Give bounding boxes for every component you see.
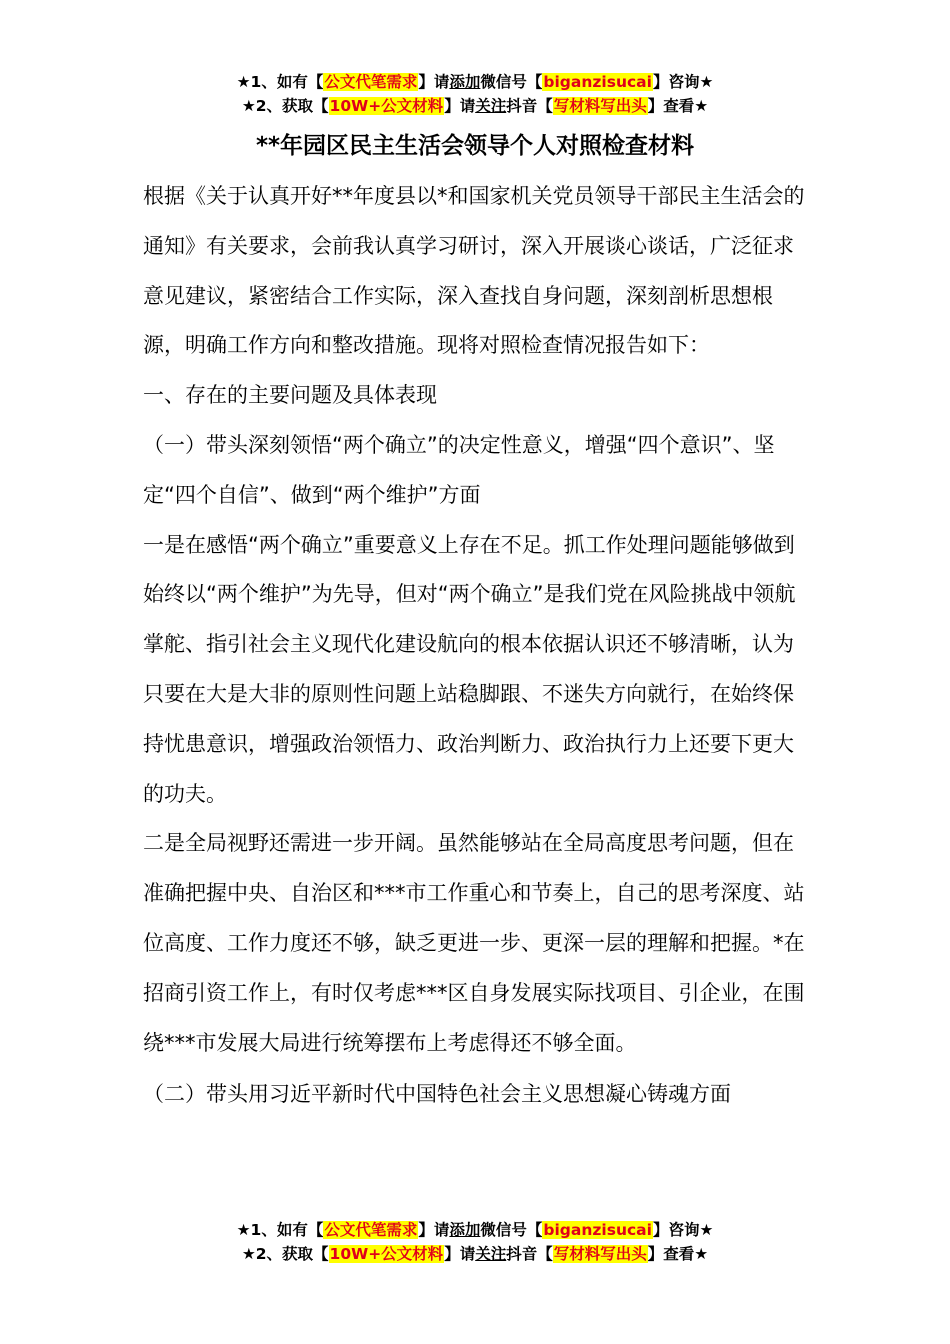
highlight-wechat-id: biganzisucai xyxy=(543,73,652,91)
highlight-douyin: 写材料写出头 xyxy=(553,1245,647,1263)
star-icon: ★ xyxy=(241,1245,256,1263)
subsection-heading-2: （二）带头用习近平新时代中国特色社会主义思想凝心铸魂方面 xyxy=(143,1082,731,1107)
promo-footer xyxy=(0,1218,950,1266)
highlight-service: 公文代笔需求 xyxy=(324,1221,418,1239)
star-icon: ★ xyxy=(236,73,251,91)
promo-line-1: ★1、如有【公文代笔需求】请添加微信号【biganzisucai】咨询★ xyxy=(236,73,714,91)
paragraph-intro: 根据《关于认真开好**年度县以*和国家机关党员领导干部民主生活会的通知》有关要求，会前我认真学习研讨，深入开展谈心谈话，广泛征求意见建议，紧密结合工作实际，深入查找自身问题，深刻剖析思想根源，明确工作方向和整改措施。现将对照检查情况报告如下： xyxy=(143,184,805,358)
highlight-materials: 10W+公文材料 xyxy=(329,97,444,115)
promo-line-2: ★2、获取【10W+公文材料】请关注抖音【写材料写出头】查看★ xyxy=(241,1245,709,1263)
highlight-service: 公文代笔需求 xyxy=(324,73,418,91)
document-body xyxy=(143,172,809,1119)
highlight-douyin: 写材料写出头 xyxy=(553,97,647,115)
subsection-heading-1: （一）带头深刻领悟“两个确立”的决定性意义，增强“四个意识”、坚定“四个自信”、做到“两个维护”方面 xyxy=(143,432,775,507)
star-icon: ★ xyxy=(241,97,256,115)
highlight-materials: 10W+公文材料 xyxy=(329,1245,444,1263)
star-icon: ★ xyxy=(236,1221,251,1239)
promo-line-2: ★2、获取【10W+公文材料】请关注抖音【写材料写出头】查看★ xyxy=(241,97,709,115)
promo-header xyxy=(0,70,950,118)
paragraph-issue-1: 一是在感悟“两个确立”重要意义上存在不足。抓工作处理问题能够做到始终以“两个维护”为先导，但对“两个确立”是我们党在风险挑战中领航掌舵、指引社会主义现代化建设航向的根本依据认识还不够清晰，认为只要在大是大非的原则性问题上站稳脚跟、不迷失方向就行，在始终保持忧患意识，增强政治领悟力、政治判断力、政治执行力上还要下更大的功夫。 xyxy=(143,532,796,806)
promo-line-1: ★1、如有【公文代笔需求】请添加微信号【biganzisucai】咨询★ xyxy=(236,1221,714,1239)
document-title: **年园区民主生活会领导个人对照检查材料 xyxy=(255,133,695,159)
paragraph-issue-2: 二是全局视野还需进一步开阔。虽然能够站在全局高度思考问题，但在准确把握中央、自治区和***市工作重心和节奏上，自己的思考深度、站位高度、工作力度还不够，缺乏更进一步、更深一层的理解和把握。*在招商引资工作上，有时仅考虑***区自身发展实际找项目、引企业，在围绕***市发展大局进行统筹摆布上考虑得还不够全面。 xyxy=(143,831,805,1055)
section-heading-1: 一、存在的主要问题及具体表现 xyxy=(143,383,437,408)
highlight-wechat-id: biganzisucai xyxy=(543,1221,652,1239)
